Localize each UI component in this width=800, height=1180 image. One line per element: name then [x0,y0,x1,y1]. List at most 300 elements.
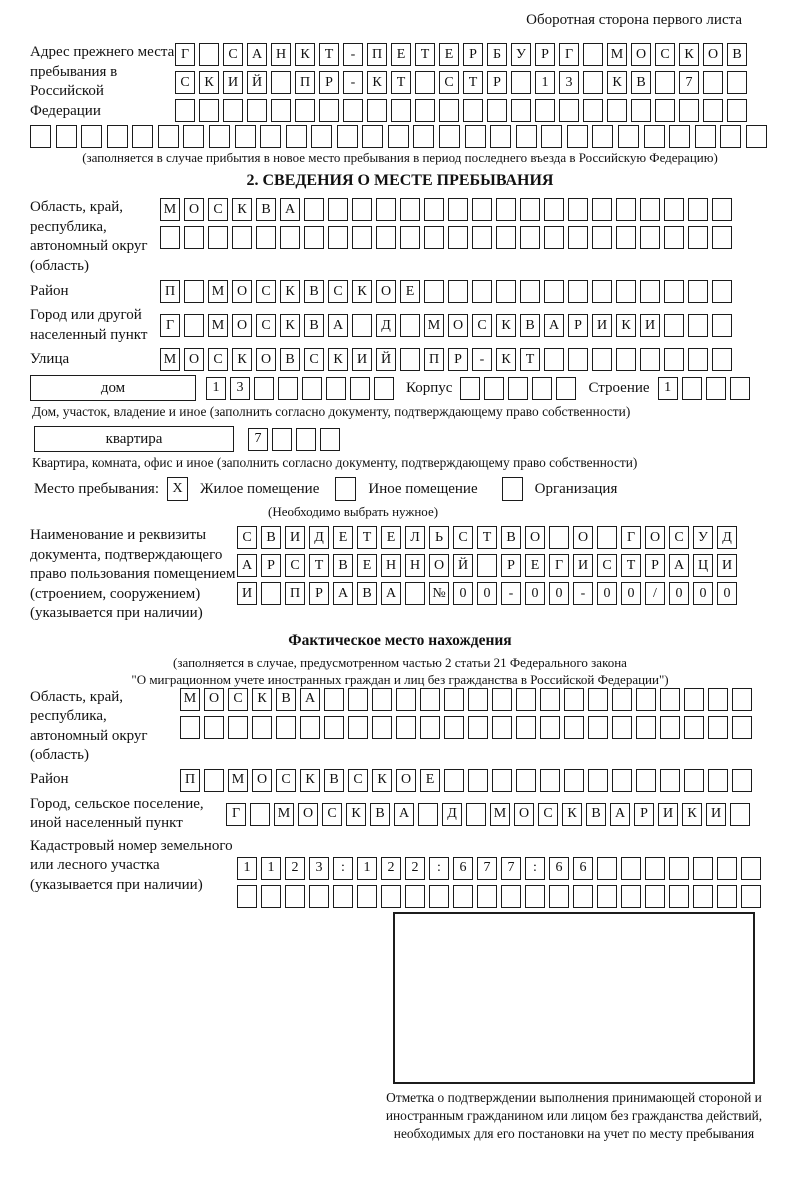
char-cell[interactable]: К [496,314,516,337]
char-cell-empty[interactable] [541,125,562,148]
char-cell-empty[interactable] [247,99,267,122]
char-cell-empty[interactable] [333,885,353,908]
char-cell[interactable]: С [472,314,492,337]
char-cell-empty[interactable] [319,99,339,122]
char-cell-empty[interactable] [612,688,632,711]
char-cell[interactable]: П [160,280,180,303]
char-cell[interactable]: / [645,582,665,605]
char-cell-empty[interactable] [376,226,396,249]
char-cell[interactable]: - [472,348,492,371]
char-cell-empty[interactable] [400,348,420,371]
char-cell[interactable]: И [223,71,243,94]
char-cell-empty[interactable] [592,125,613,148]
char-cell-empty[interactable] [490,125,511,148]
char-cell-empty[interactable] [487,99,507,122]
char-cell[interactable]: № [429,582,449,605]
char-cell-empty[interactable] [204,716,224,739]
char-cell[interactable]: 0 [669,582,689,605]
char-cell[interactable]: О [376,280,396,303]
char-cell[interactable]: 3 [309,857,329,880]
char-cell[interactable]: Т [520,348,540,371]
char-cell[interactable]: С [655,43,675,66]
char-cell[interactable]: 1 [206,377,226,400]
char-cell[interactable]: В [280,348,300,371]
char-cell-empty[interactable] [261,582,281,605]
char-cell-empty[interactable] [592,348,612,371]
char-cell-empty[interactable] [424,226,444,249]
char-cell[interactable]: В [357,582,377,605]
char-cell[interactable]: : [525,857,545,880]
char-cell[interactable]: В [370,803,390,826]
char-cell[interactable]: А [247,43,267,66]
char-cell[interactable]: В [631,71,651,94]
char-cell[interactable]: К [232,198,252,221]
char-cell[interactable]: С [285,554,305,577]
char-cell-empty[interactable] [664,348,684,371]
char-cell[interactable]: 0 [693,582,713,605]
char-cell-empty[interactable] [484,377,504,400]
char-cell-empty[interactable] [492,716,512,739]
char-cell[interactable]: 7 [501,857,521,880]
char-cell-empty[interactable] [588,716,608,739]
char-cell-empty[interactable] [592,198,612,221]
char-cell-empty[interactable] [732,716,752,739]
char-cell[interactable]: У [511,43,531,66]
char-cell-empty[interactable] [448,198,468,221]
char-cell-empty[interactable] [549,885,569,908]
char-cell-empty[interactable] [250,803,270,826]
char-cell-empty[interactable] [583,99,603,122]
char-cell[interactable]: Р [309,582,329,605]
char-cell[interactable]: С [439,71,459,94]
char-cell-empty[interactable] [616,348,636,371]
char-cell[interactable]: К [328,348,348,371]
char-cell-empty[interactable] [730,803,750,826]
char-cell-empty[interactable] [540,769,560,792]
char-cell[interactable]: 2 [381,857,401,880]
char-cell[interactable]: - [501,582,521,605]
char-cell-empty[interactable] [348,688,368,711]
char-cell[interactable]: И [573,554,593,577]
char-cell[interactable]: О [256,348,276,371]
char-cell-empty[interactable] [544,198,564,221]
char-cell[interactable]: С [304,348,324,371]
char-cell[interactable]: К [300,769,320,792]
char-cell[interactable]: М [160,198,180,221]
char-cell-empty[interactable] [444,769,464,792]
char-cell-empty[interactable] [232,226,252,249]
char-cell[interactable]: 1 [357,857,377,880]
char-cell-empty[interactable] [350,377,370,400]
char-cell-empty[interactable] [540,716,560,739]
char-cell[interactable]: : [333,857,353,880]
char-cell[interactable]: Т [391,71,411,94]
char-cell[interactable]: А [381,582,401,605]
char-cell-empty[interactable] [688,348,708,371]
char-cell-empty[interactable] [199,99,219,122]
char-cell-empty[interactable] [228,716,248,739]
stay-option-checkbox-inoe[interactable] [335,477,356,501]
char-cell[interactable]: Р [501,554,521,577]
char-cell[interactable]: О [429,554,449,577]
char-cell-empty[interactable] [272,428,292,451]
char-cell[interactable]: О [204,688,224,711]
char-cell-empty[interactable] [695,125,716,148]
char-cell-empty[interactable] [588,769,608,792]
char-cell[interactable]: М [208,280,228,303]
char-cell-empty[interactable] [496,226,516,249]
char-cell-empty[interactable] [640,348,660,371]
char-cell[interactable]: Ь [429,526,449,549]
char-cell-empty[interactable] [374,377,394,400]
char-cell-empty[interactable] [583,43,603,66]
char-cell-empty[interactable] [372,688,392,711]
char-cell[interactable]: А [328,314,348,337]
char-cell-empty[interactable] [669,125,690,148]
char-cell-empty[interactable] [311,125,332,148]
char-cell-empty[interactable] [309,885,329,908]
char-cell[interactable]: С [208,198,228,221]
char-cell[interactable]: Г [226,803,246,826]
char-cell[interactable]: И [717,554,737,577]
char-cell[interactable]: Е [333,526,353,549]
char-cell-empty[interactable] [516,716,536,739]
char-cell-empty[interactable] [208,226,228,249]
char-cell-empty[interactable] [607,99,627,122]
char-cell-empty[interactable] [684,769,704,792]
char-cell[interactable]: М [208,314,228,337]
char-cell[interactable]: Ц [693,554,713,577]
char-cell[interactable]: М [160,348,180,371]
char-cell[interactable]: С [322,803,342,826]
char-cell-empty[interactable] [597,857,617,880]
char-cell-empty[interactable] [516,688,536,711]
char-cell[interactable]: Е [381,526,401,549]
char-cell-empty[interactable] [468,716,488,739]
char-cell[interactable]: К [682,803,702,826]
char-cell-empty[interactable] [706,377,726,400]
char-cell-empty[interactable] [679,99,699,122]
char-cell[interactable]: Д [376,314,396,337]
char-cell[interactable]: Е [391,43,411,66]
char-cell[interactable]: Р [568,314,588,337]
char-cell-empty[interactable] [324,688,344,711]
char-cell[interactable]: М [274,803,294,826]
char-cell-empty[interactable] [717,885,737,908]
char-cell-empty[interactable] [592,226,612,249]
char-cell-empty[interactable] [160,226,180,249]
char-cell-empty[interactable] [271,71,291,94]
char-cell[interactable]: 7 [477,857,497,880]
char-cell-empty[interactable] [616,280,636,303]
char-cell-empty[interactable] [535,99,555,122]
char-cell-empty[interactable] [223,99,243,122]
char-cell[interactable]: С [328,280,348,303]
char-cell-empty[interactable] [564,716,584,739]
char-cell[interactable]: А [300,688,320,711]
char-cell[interactable]: С [348,769,368,792]
char-cell[interactable]: 0 [453,582,473,605]
char-cell-empty[interactable] [278,377,298,400]
char-cell-empty[interactable] [296,428,316,451]
char-cell[interactable]: С [237,526,257,549]
char-cell-empty[interactable] [564,769,584,792]
char-cell-empty[interactable] [439,99,459,122]
char-cell[interactable]: О [448,314,468,337]
char-cell[interactable]: Р [319,71,339,94]
char-cell-empty[interactable] [682,377,702,400]
char-cell-empty[interactable] [424,280,444,303]
char-cell-empty[interactable] [583,71,603,94]
char-cell-empty[interactable] [362,125,383,148]
char-cell-empty[interactable] [540,688,560,711]
char-cell[interactable]: 1 [261,857,281,880]
char-cell[interactable]: 6 [549,857,569,880]
char-cell-empty[interactable] [708,716,728,739]
char-cell[interactable]: Т [309,554,329,577]
char-cell[interactable]: Й [453,554,473,577]
char-cell-empty[interactable] [544,226,564,249]
char-cell[interactable]: Л [405,526,425,549]
char-cell-empty[interactable] [693,857,713,880]
char-cell-empty[interactable] [693,885,713,908]
char-cell-empty[interactable] [732,769,752,792]
char-cell[interactable]: К [295,43,315,66]
char-cell-empty[interactable] [252,716,272,739]
char-cell-empty[interactable] [256,226,276,249]
char-cell-empty[interactable] [468,769,488,792]
char-cell-empty[interactable] [712,280,732,303]
char-cell-empty[interactable] [640,198,660,221]
char-cell[interactable]: В [520,314,540,337]
char-cell-empty[interactable] [568,226,588,249]
char-cell[interactable]: Т [621,554,641,577]
char-cell-empty[interactable] [388,125,409,148]
char-cell-empty[interactable] [688,226,708,249]
char-cell-empty[interactable] [429,885,449,908]
char-cell-empty[interactable] [372,716,392,739]
char-cell-empty[interactable] [655,71,675,94]
char-cell[interactable]: Н [271,43,291,66]
char-cell-empty[interactable] [460,377,480,400]
char-cell-empty[interactable] [444,688,464,711]
char-cell[interactable]: 3 [230,377,250,400]
char-cell-empty[interactable] [592,280,612,303]
char-cell[interactable]: К [367,71,387,94]
char-cell[interactable]: К [496,348,516,371]
char-cell[interactable]: В [333,554,353,577]
char-cell-empty[interactable] [175,99,195,122]
char-cell[interactable]: В [276,688,296,711]
char-cell-empty[interactable] [405,582,425,605]
char-cell-empty[interactable] [660,769,680,792]
char-cell-empty[interactable] [320,428,340,451]
char-cell[interactable]: О [525,526,545,549]
char-cell-empty[interactable] [472,280,492,303]
char-cell-empty[interactable] [618,125,639,148]
char-cell[interactable]: С [223,43,243,66]
char-cell-empty[interactable] [439,125,460,148]
char-cell-empty[interactable] [727,71,747,94]
char-cell[interactable]: В [324,769,344,792]
char-cell[interactable]: О [184,198,204,221]
char-cell[interactable]: К [352,280,372,303]
char-cell-empty[interactable] [420,688,440,711]
char-cell[interactable]: П [295,71,315,94]
char-cell[interactable]: К [679,43,699,66]
char-cell-empty[interactable] [712,314,732,337]
char-cell[interactable]: Т [319,43,339,66]
char-cell[interactable]: 6 [573,857,593,880]
char-cell[interactable]: М [424,314,444,337]
char-cell-empty[interactable] [343,99,363,122]
char-cell-empty[interactable] [453,885,473,908]
char-cell-empty[interactable] [468,688,488,711]
char-cell-empty[interactable] [472,198,492,221]
char-cell-empty[interactable] [559,99,579,122]
char-cell[interactable]: П [180,769,200,792]
char-cell-empty[interactable] [616,226,636,249]
char-cell-empty[interactable] [199,43,219,66]
char-cell-empty[interactable] [381,885,401,908]
char-cell[interactable]: О [514,803,534,826]
char-cell[interactable]: 1 [658,377,678,400]
char-cell[interactable]: Г [559,43,579,66]
char-cell-empty[interactable] [727,99,747,122]
char-cell[interactable]: С [597,554,617,577]
char-cell[interactable]: М [180,688,200,711]
char-cell-empty[interactable] [132,125,153,148]
char-cell[interactable]: 0 [597,582,617,605]
char-cell-empty[interactable] [352,198,372,221]
char-cell-empty[interactable] [655,99,675,122]
char-cell[interactable]: А [237,554,257,577]
char-cell-empty[interactable] [516,769,536,792]
char-cell-empty[interactable] [532,377,552,400]
char-cell-empty[interactable] [302,377,322,400]
char-cell[interactable]: В [304,314,324,337]
char-cell-empty[interactable] [660,688,680,711]
char-cell-empty[interactable] [337,125,358,148]
stay-option-checkbox-zhiloe[interactable]: X [167,477,188,501]
char-cell[interactable]: Т [477,526,497,549]
char-cell-empty[interactable] [420,716,440,739]
char-cell[interactable]: О [645,526,665,549]
char-cell-empty[interactable] [260,125,281,148]
char-cell-empty[interactable] [180,716,200,739]
char-cell[interactable]: М [607,43,627,66]
stay-option-checkbox-org[interactable] [502,477,523,501]
char-cell-empty[interactable] [544,280,564,303]
char-cell[interactable]: Р [448,348,468,371]
char-cell-empty[interactable] [444,716,464,739]
char-cell[interactable]: С [208,348,228,371]
char-cell-empty[interactable] [621,857,641,880]
char-cell[interactable]: Г [549,554,569,577]
char-cell-empty[interactable] [261,885,281,908]
char-cell-empty[interactable] [107,125,128,148]
char-cell-empty[interactable] [712,348,732,371]
char-cell-empty[interactable] [684,716,704,739]
char-cell-empty[interactable] [285,885,305,908]
char-cell[interactable]: О [703,43,723,66]
char-cell-empty[interactable] [501,885,521,908]
char-cell[interactable]: Н [405,554,425,577]
char-cell-empty[interactable] [741,885,761,908]
char-cell[interactable]: Т [357,526,377,549]
char-cell[interactable]: Е [439,43,459,66]
char-cell[interactable]: С [256,280,276,303]
char-cell-empty[interactable] [688,314,708,337]
char-cell-empty[interactable] [664,226,684,249]
char-cell[interactable]: - [343,43,363,66]
char-cell-empty[interactable] [405,885,425,908]
char-cell-empty[interactable] [328,198,348,221]
char-cell-empty[interactable] [645,857,665,880]
char-cell-empty[interactable] [511,99,531,122]
char-cell[interactable]: 0 [525,582,545,605]
char-cell-empty[interactable] [348,716,368,739]
char-cell-empty[interactable] [644,125,665,148]
char-cell[interactable]: О [252,769,272,792]
char-cell[interactable]: П [285,582,305,605]
char-cell-empty[interactable] [688,280,708,303]
char-cell-empty[interactable] [520,280,540,303]
char-cell[interactable]: Н [381,554,401,577]
char-cell-empty[interactable] [520,198,540,221]
char-cell[interactable]: 2 [285,857,305,880]
char-cell[interactable]: И [285,526,305,549]
char-cell-empty[interactable] [568,280,588,303]
char-cell[interactable]: М [228,769,248,792]
char-cell[interactable]: К [280,314,300,337]
char-cell[interactable]: Г [621,526,641,549]
char-cell-empty[interactable] [664,280,684,303]
char-cell-empty[interactable] [703,71,723,94]
char-cell-empty[interactable] [573,885,593,908]
char-cell-empty[interactable] [295,99,315,122]
char-cell[interactable]: Р [645,554,665,577]
char-cell[interactable]: Р [535,43,555,66]
char-cell[interactable]: Й [247,71,267,94]
char-cell-empty[interactable] [400,198,420,221]
char-cell[interactable]: И [706,803,726,826]
char-cell[interactable]: 0 [621,582,641,605]
char-cell-empty[interactable] [688,198,708,221]
char-cell[interactable]: К [372,769,392,792]
char-cell[interactable]: И [592,314,612,337]
char-cell-empty[interactable] [184,314,204,337]
char-cell[interactable]: Т [463,71,483,94]
char-cell-empty[interactable] [286,125,307,148]
char-cell[interactable]: 0 [549,582,569,605]
char-cell[interactable]: А [544,314,564,337]
char-cell-empty[interactable] [376,198,396,221]
char-cell[interactable]: А [394,803,414,826]
char-cell-empty[interactable] [415,99,435,122]
char-cell-empty[interactable] [741,857,761,880]
char-cell[interactable]: О [232,280,252,303]
char-cell-empty[interactable] [525,885,545,908]
char-cell-empty[interactable] [631,99,651,122]
char-cell[interactable]: И [658,803,678,826]
char-cell[interactable]: О [396,769,416,792]
char-cell[interactable]: Р [463,43,483,66]
char-cell-empty[interactable] [254,377,274,400]
char-cell[interactable]: 0 [717,582,737,605]
char-cell[interactable]: О [631,43,651,66]
char-cell[interactable]: С [538,803,558,826]
